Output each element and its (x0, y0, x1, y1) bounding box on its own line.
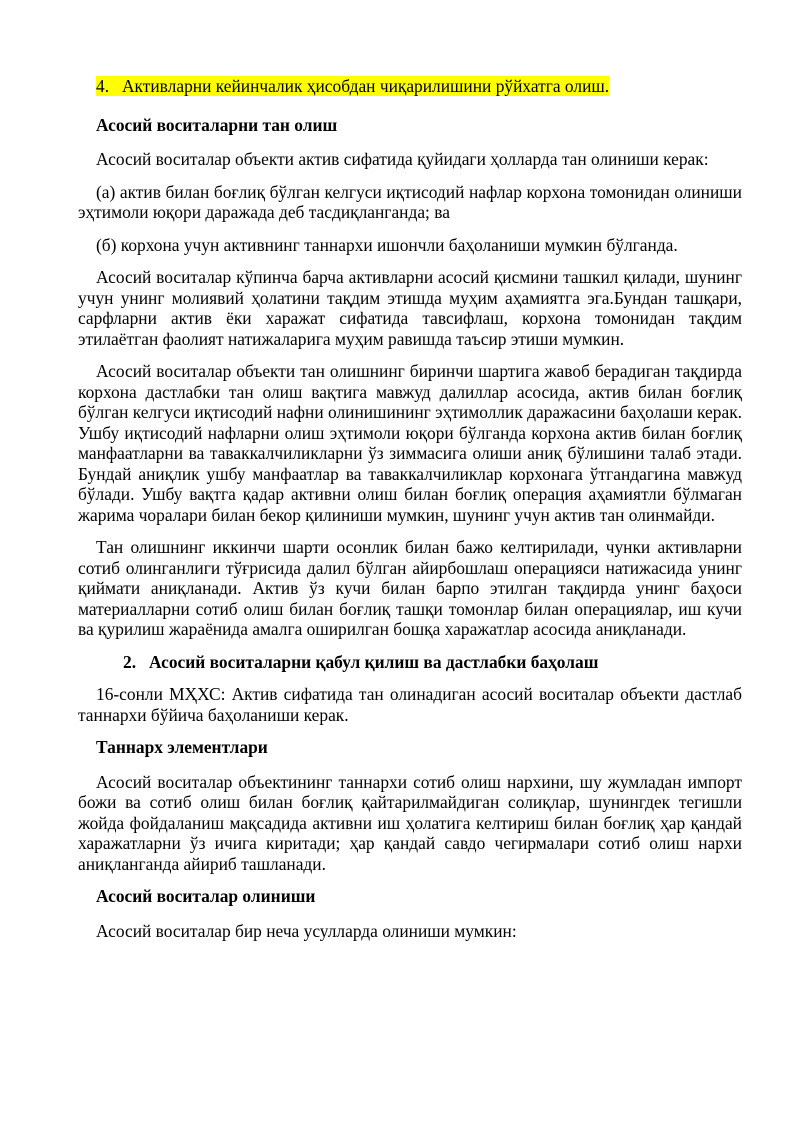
paragraph: Асосий воситалар объектининг таннархи сотиб олиш нархини, шу жумладан импорт божи ва сотиб олиш билан боғлиқ қайтарилмайдиган солиқлар, шунингдек тегишли жойда фойдаланиш мақсадида активни иш ҳолатига келтириш билан боғлиқ ҳар қандай харажатларни ўз ичига киритади; ҳар қандай савдо чегирмалари сотиб олиш нархи аниқланганда айириб ташланади. (78, 771, 742, 874)
paragraph: Асосий воситалар кўпинча барча активларни асосий қисмини ташкил қилади, шунинг учун унинг молиявий ҳолатини тақдим этишда муҳим аҳамиятга эга.Бундан ташқари, сарфларни актив ёки харажат сифатида тавсифлаш, корхона томонидан тақдим этилаётган фаолият натижаларига муҳим равишда таъсир этиши мумкин. (78, 267, 742, 349)
list-number: 4. (96, 76, 110, 96)
document-page (78, 76, 742, 953)
numbered-section-heading (123, 652, 742, 673)
paragraph: (а) актив билан боғлиқ бўлган келгуси иқтисодий нафлар корхона томонидан олиниши эҳтимоли юқори даражада деб тасдиқланганда; ва (78, 181, 742, 222)
paragraph: 16-сонли МҲХС: Актив сифатида тан олинадиган асосий воситалар объекти дастлаб таннархи бўйича баҳоланиши керак. (78, 684, 742, 725)
section-heading-cost-elements: Таннарх элементлари (96, 737, 268, 757)
section-heading-recognition: Асосий воситаларни тан олиш (96, 114, 338, 135)
paragraph: Асосий воситалар объекти тан олишнинг биринчи шартига жавоб берадиган тақдирда корхона дастлабки тан олиш вақтига мавжуд далиллар асосида, актив билан боғлиқ бўлган келгуси иқтисодий нафни олинишининг эҳтимоллик даражасини баҳолаши керак. Ушбу иқтисодий нафларни олиш эҳтимоли юқори бўлганда корхона актив билан боғлиқ манфаатларни ва таваккалчиликларни ўз зиммасига олиши аниқ бўлишини талаб этади. Бундай аниқлик ушбу манфаатлар ва таваккалчиликлар корхонага ўтгандагина мавжуд бўлади. Ушбу вақтга қадар активни олиш билан боғлиқ операция аҳамиятли бўлмаган жарима чоралари билан бекор қилиниши мумкин, шунинг учун актив тан олинмайди. (78, 361, 742, 525)
section-number: 2. (123, 651, 137, 672)
paragraph: Асосий воситалар объекти актив сифатида қуйидаги ҳолларда тан олиниши керак: (96, 149, 709, 169)
paragraph: (б) корхона учун активнинг таннархи ишончли баҳоланиши мумкин бўлганда. (96, 234, 678, 255)
section-title: Асосий воситаларни қабул қилиш ва дастлабки баҳолаш (149, 651, 599, 672)
list-item-text: Активларни кейинчалик ҳисобдан чиқарилишини рўйхатга олиш. (122, 76, 610, 96)
paragraph: Асосий воситалар бир неча усулларда олиниши мумкин: (96, 920, 517, 941)
highlighted-text (96, 76, 609, 96)
highlighted-list-item (96, 76, 742, 97)
section-heading-acquisition: Асосий воситалар олиниши (96, 886, 316, 906)
paragraph: Тан олишнинг иккинчи шарти осонлик билан бажо келтирилади, чунки активларни сотиб олинганлиги тўғрисида далил бўлган айирбошлаш операцияси натижасида унинг қиймати аниқланади. Актив ўз кучи билан барпо этилган тақдирда унинг баҳоси материалларни сотиб олиш билан боғлиқ ташқи томонлар билан операциялар, иш кучи ва қурилиш жараёнида амалга оширилган бошқа харажатлар асосида аниқланади. (78, 537, 742, 639)
